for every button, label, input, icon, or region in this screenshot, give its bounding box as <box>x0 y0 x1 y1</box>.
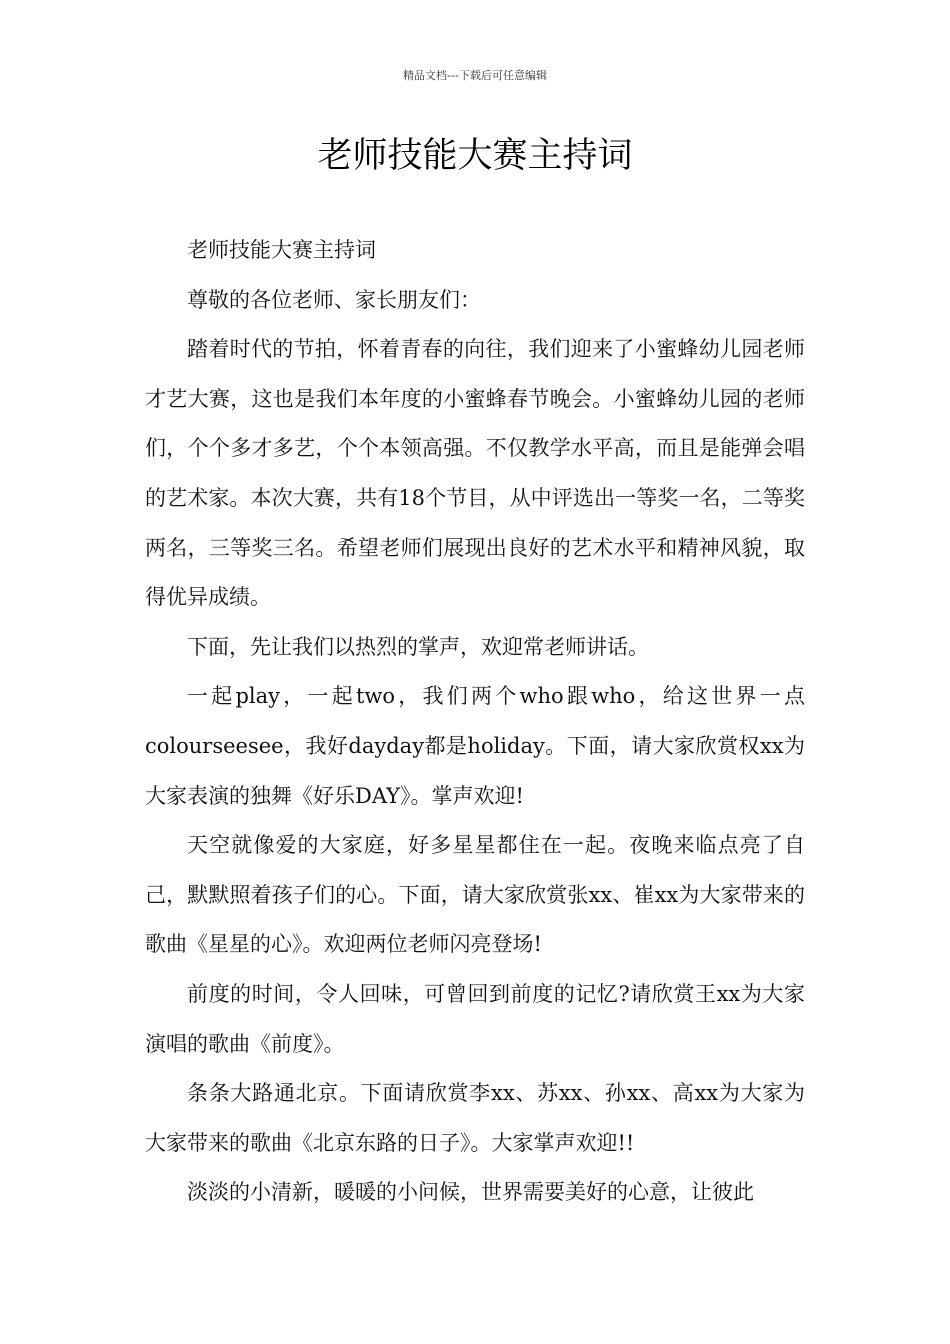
paragraph-greeting: 尊敬的各位老师、家长朋友们： <box>187 287 481 312</box>
document-title: 老师技能大赛主持词 <box>317 136 633 176</box>
paragraph-welcome-speech: 下面，先让我们以热烈的掌声，欢迎常老师讲话。 <box>187 634 649 659</box>
paragraph-song-stars: 天空就像爱的大家庭，好多星星都住在一起。夜晚来临点亮了自己，默默照着孩子们的心。下面，请大家欣赏张xx、崔xx为大家带来的歌曲《星星的心》。欢迎两位老师闪亮登场! <box>145 833 805 957</box>
paragraph-subtitle: 老师技能大赛主持词 <box>187 238 376 262</box>
document-body <box>145 226 805 1218</box>
paragraph-song-beijing: 条条大路通北京。下面请欣赏李xx、苏xx、孙xx、高xx为大家为大家带来的歌曲《北京东路的日子》。大家掌声欢迎!! <box>145 1081 805 1155</box>
header-note: 精品文档---下载后可任意编辑 <box>403 69 547 82</box>
paragraph-song-qiandu: 前度的时间，令人回味，可曾回到前度的记忆?请欣赏王xx为大家演唱的歌曲《前度》。 <box>145 981 805 1056</box>
paragraph-closing-partial: 淡淡的小清新，暖暖的小问候，世界需要美好的心意，让彼此 <box>187 1180 754 1205</box>
paragraph-dance-intro: 一起play，一起two，我们两个who跟who，给这世界一点colourseesee，我好dayday都是holiday。下面，请大家欣赏权xx为大家表演的独舞《好乐DAY》。掌声欢迎! <box>145 684 805 808</box>
paragraph-opening: 踏着时代的节拍，怀着青春的向往，我们迎来了小蜜蜂幼儿园老师才艺大赛，这也是我们本年度的小蜜蜂春节晚会。小蜜蜂幼儿园的老师们，个个多才多艺，个个本领高强。不仅教学水平高，而且是能弹会唱的艺术家。本次大赛，共有18个节目，从中评选出一等奖一名，二等奖两名，三等奖三名。希望老师们展现出良好的艺术水平和精神风貌，取得优异成绩。 <box>145 337 805 610</box>
